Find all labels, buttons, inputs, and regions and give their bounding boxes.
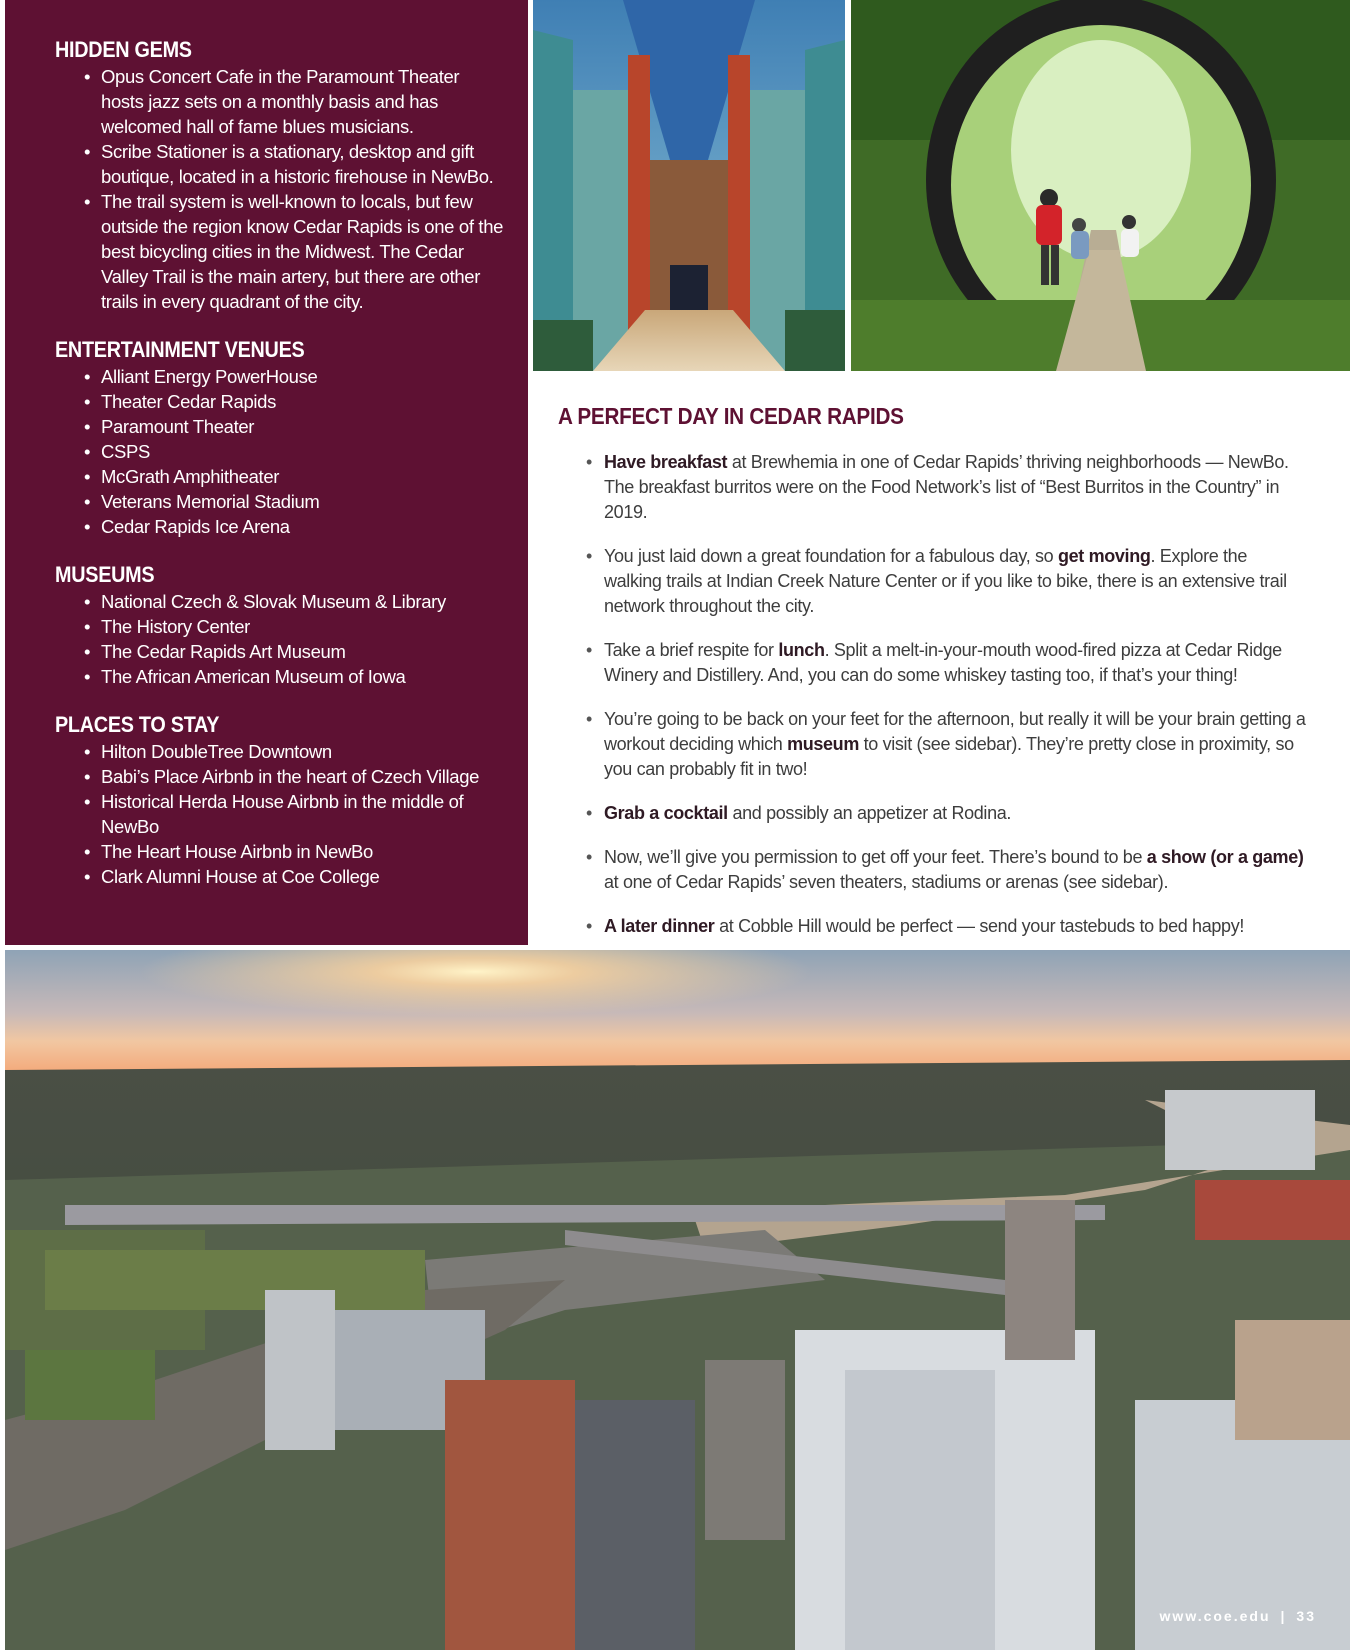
- item-text: to visit (see sidebar). They’re pretty close in proximity, so you can probably fit in two!: [604, 734, 1294, 779]
- item-text: You’re going to be back on your feet for the afternoon, but really it will be your brain getting a workout deciding which: [604, 709, 1306, 754]
- sidebar-section-hidden-gems: [55, 36, 504, 314]
- list-item: • Veterans Memorial Stadium: [84, 489, 504, 514]
- list-item: • Cedar Rapids Ice Arena: [84, 514, 504, 539]
- bullet-list: [84, 364, 498, 539]
- list-item: • Theater Cedar Rapids: [84, 389, 504, 414]
- itinerary-item: [586, 638, 1308, 688]
- section-heading: PLACES TO STAY: [55, 712, 220, 737]
- list-item: • McGrath Amphitheater: [84, 464, 504, 489]
- list-item: • The African American Museum of Iowa: [84, 664, 504, 689]
- sidebar-section-museums: [55, 561, 498, 689]
- website-url: www.coe.edu: [1159, 1608, 1271, 1624]
- page-footer: [1160, 1608, 1316, 1624]
- item-text: at Brewhemia in one of Cedar Rapids’ thriving neighborhoods — NewBo. The breakfast burritos were on the Food Network’s list of “Best Burritos in the Country” in 2019.: [604, 452, 1289, 522]
- list-item: • Alliant Energy PowerHouse: [84, 364, 504, 389]
- itinerary-item: [586, 450, 1308, 525]
- sidebar-section-entertainment-venues: [55, 336, 498, 539]
- list-item: • Hilton DoubleTree Downtown: [84, 739, 504, 764]
- itinerary-item: [586, 544, 1308, 619]
- item-highlight: get moving: [1057, 546, 1151, 566]
- item-highlight: a show (or a game): [1146, 847, 1304, 867]
- list-item: • Opus Concert Cafe in the Paramount Theater hosts jazz sets on a monthly basis and has welcomed hall of fame blues musicians.: [84, 64, 504, 139]
- footer-separator: |: [1280, 1608, 1287, 1624]
- bullet-list: [84, 64, 504, 314]
- city-skyline-photo: [5, 950, 1350, 1650]
- list-item: • The Cedar Rapids Art Museum: [84, 639, 504, 664]
- section-heading: ENTERTAINMENT VENUES: [55, 337, 305, 362]
- item-text: Now, we’ll give you permission to get off your feet. There’s bound to be: [604, 847, 1147, 867]
- list-item: • Clark Alumni House at Coe College: [84, 864, 504, 889]
- itinerary-item: [586, 801, 1308, 826]
- item-text: and possibly an appetizer at Rodina.: [727, 803, 1012, 823]
- bullet-list: [84, 739, 498, 889]
- bullet-list: [84, 589, 498, 689]
- list-item: • National Czech & Slovak Museum & Library: [84, 589, 504, 614]
- atrium-photo: [533, 0, 845, 371]
- list-item: • The Heart House Airbnb in NewBo: [84, 839, 504, 864]
- sidebar-section-places-to-stay: [55, 711, 498, 889]
- page-number: 33: [1296, 1608, 1316, 1624]
- list-item: • The History Center: [84, 614, 504, 639]
- perfect-day-article: [558, 400, 1308, 958]
- itinerary-item: [586, 707, 1308, 782]
- section-heading: MUSEUMS: [55, 562, 155, 587]
- article-title: A PERFECT DAY IN CEDAR RAPIDS: [558, 403, 904, 429]
- list-item: • Scribe Stationer is a stationary, desktop and gift boutique, located in a historic firehouse in NewBo.: [84, 139, 504, 189]
- itinerary-item: [586, 845, 1308, 895]
- itinerary-item: [586, 914, 1308, 939]
- list-item: • Historical Herda House Airbnb in the middle of NewBo: [84, 789, 504, 839]
- item-highlight: Grab a cocktail: [604, 803, 728, 823]
- item-text: Take a brief respite for: [604, 640, 779, 660]
- item-text: . Explore the walking trails at Indian Creek Nature Center or if you like to bike, there is an extensive trail network throughout the city.: [604, 546, 1287, 616]
- item-highlight: museum: [787, 734, 859, 754]
- list-item: • Babi’s Place Airbnb in the heart of Czech Village: [84, 764, 504, 789]
- item-text: at one of Cedar Rapids’ seven theaters, stadiums or arenas (see sidebar).: [604, 872, 1169, 892]
- bike-trail-tunnel-photo: [851, 0, 1350, 371]
- list-item: • The trail system is well-known to locals, but few outside the region know Cedar Rapids is one of the best bicycling cities in the Midwest. The Cedar Valley Trail is the main artery, but there are other trails in every quadrant of the city.: [84, 189, 504, 314]
- item-highlight: A later dinner: [604, 916, 715, 936]
- item-text: at Cobble Hill would be perfect — send your tastebuds to bed happy!: [714, 916, 1245, 936]
- section-heading: HIDDEN GEMS: [55, 37, 192, 62]
- sidebar: [5, 0, 528, 945]
- list-item: • Paramount Theater: [84, 414, 504, 439]
- item-text: You just laid down a great foundation for a fabulous day, so: [604, 546, 1058, 566]
- item-highlight: Have breakfast: [604, 452, 728, 472]
- item-text: . Split a melt-in-your-mouth wood-fired pizza at Cedar Ridge Winery and Distillery. And, you can do some whiskey tasting too, if that’s your thing!: [604, 640, 1282, 685]
- item-highlight: lunch: [778, 640, 825, 660]
- list-item: • CSPS: [84, 439, 504, 464]
- itinerary-list: [586, 450, 1308, 939]
